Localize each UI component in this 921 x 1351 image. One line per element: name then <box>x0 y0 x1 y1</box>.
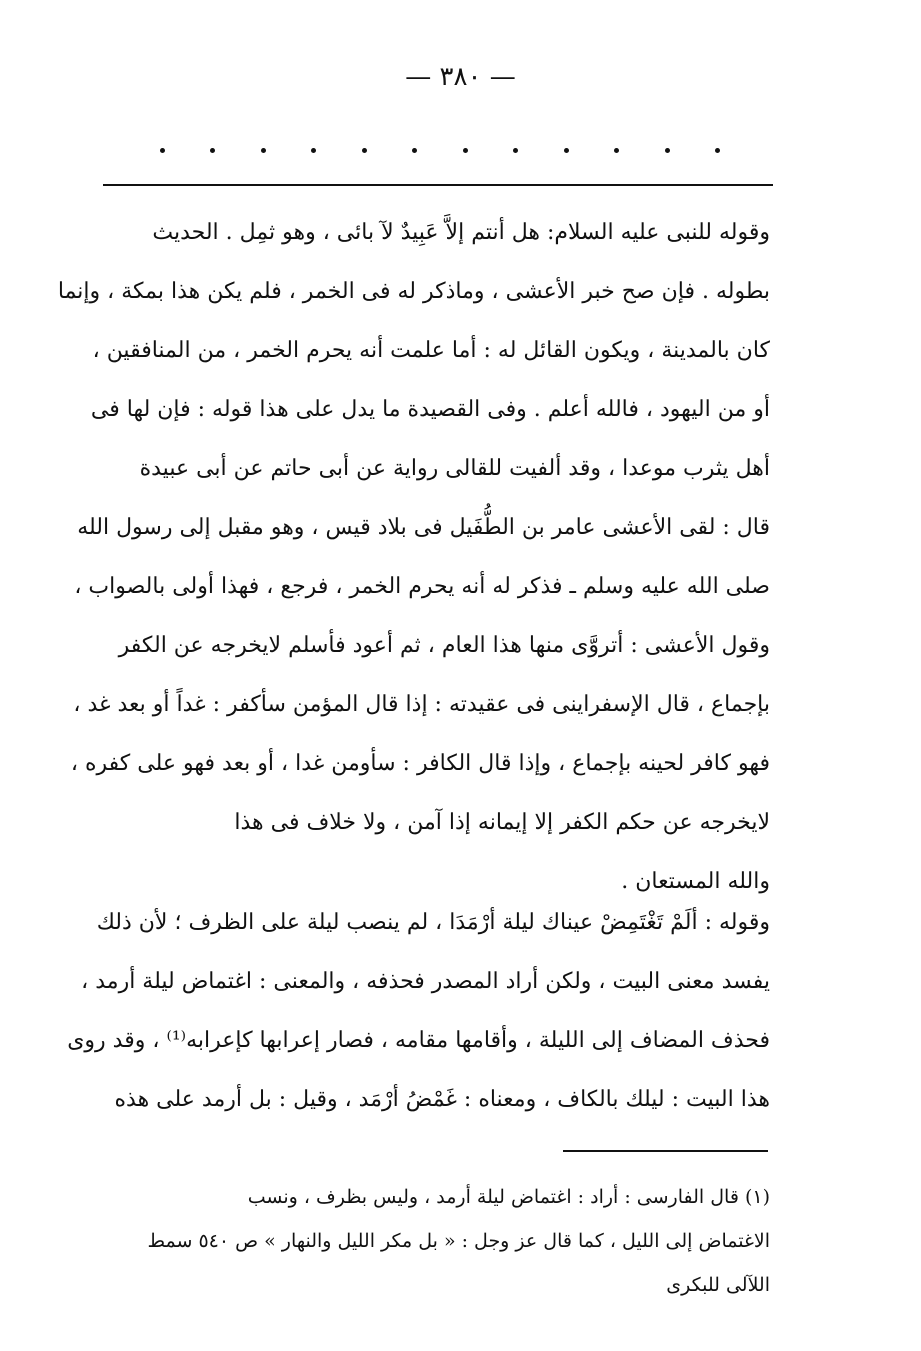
footnote-line: اللآلى للبكرى <box>666 1274 770 1296</box>
paragraph-commentary-2 <box>67 893 770 1129</box>
separator-dot <box>412 148 417 153</box>
text-line: وقوله : ألَمْ تَغْتَمِضْ عيناك ليلة أرْمَدَا ، لم ينصب ليلة على الظرف ؛ لأن ذلك <box>96 910 770 935</box>
footnote-line: الاغتماض إلى الليل ، كما قال عز وجل : « بل مكر الليل والنهار » ص ٥٤٠ سمط <box>147 1230 770 1252</box>
separator-dot <box>614 148 619 153</box>
separator-dot <box>362 148 367 153</box>
footnote-rule <box>563 1150 768 1152</box>
paragraph-commentary-1 <box>57 203 770 911</box>
text-line: صلى الله عليه وسلم ـ فذكر له أنه يحرم الخمر ، فرجع ، فهذا أولى بالصواب ، <box>74 574 770 599</box>
separator-dots <box>160 140 720 160</box>
header-rule <box>103 184 773 186</box>
text-line: والله المستعان . <box>621 869 770 894</box>
footnote-line: (١) قال الفارسى : أراد : اغتماض ليلة أرمد ، وليس بظرف ، ونسب <box>247 1186 770 1208</box>
text-line: يفسد معنى البيت ، ولكن أراد المصدر فحذفه ، والمعنى : اغتماض ليلة أرمد ، <box>81 969 770 994</box>
separator-dot <box>513 148 518 153</box>
separator-dot <box>311 148 316 153</box>
text-line: كان بالمدينة ، ويكون القائل له : أما علمت أنه يحرم الخمر ، من المنافقين ، <box>92 338 770 363</box>
separator-dot <box>160 148 165 153</box>
text-line: وقوله للنبى عليه السلام: هل أنتم إلاَّ عَبِيدٌ لآ بائى ، وهو ثمِل . الحديث <box>152 220 770 245</box>
text-line: هذا البيت : ليلك بالكاف ، ومعناه : غَمْضُ أرْمَد ، وقيل : بل أرمد على هذه <box>114 1087 770 1112</box>
text-line: بإجماع ، قال الإسفراينى فى عقيدته : إذا قال المؤمن سأكفر : غداً أو بعد غد ، <box>73 692 770 717</box>
separator-dot <box>210 148 215 153</box>
separator-dot <box>564 148 569 153</box>
text-line: أو من اليهود ، فالله أعلم . وفى القصيدة ما يدل على هذا قوله : فإن لها فى <box>90 397 770 422</box>
footnote <box>105 1175 770 1307</box>
text-line: وقول الأعشى : أتروَّى منها هذا العام ، ثم أعود فأسلم لايخرجه عن الكفر <box>118 633 770 658</box>
separator-dot <box>463 148 468 153</box>
text-line: فهو كافر لحينه بإجماع ، وإذا قال الكافر : سأومن غدا ، أو بعد فهو على كفره ، <box>70 751 770 776</box>
separator-dot <box>665 148 670 153</box>
text-line: بطوله . فإن صح خبر الأعشى ، وماذكر له فى الخمر ، فلم يكن هذا بمكة ، وإنما <box>57 279 770 304</box>
text-line: قال : لقى الأعشى عامر بن الطُّفَيل فى بلاد قيس ، وهو مقبل إلى رسول الله <box>77 515 770 540</box>
text-line: فحذف المضاف إلى الليلة ، وأقامها مقامه ، فصار إعرابها كإعرابه⁽¹⁾ ، وقد روى <box>67 1028 770 1053</box>
text-line: لايخرجه عن حكم الكفر إلا إيمانه إذا آمن ، ولا خلاف فى هذا <box>234 810 770 835</box>
separator-dot <box>715 148 720 153</box>
text-line: أهل يثرب موعدا ، وقد ألفيت للقالى رواية عن أبى حاتم عن أبى عبيدة <box>139 456 770 481</box>
page-number: — ٣٨٠ — <box>405 62 516 92</box>
separator-dot <box>261 148 266 153</box>
